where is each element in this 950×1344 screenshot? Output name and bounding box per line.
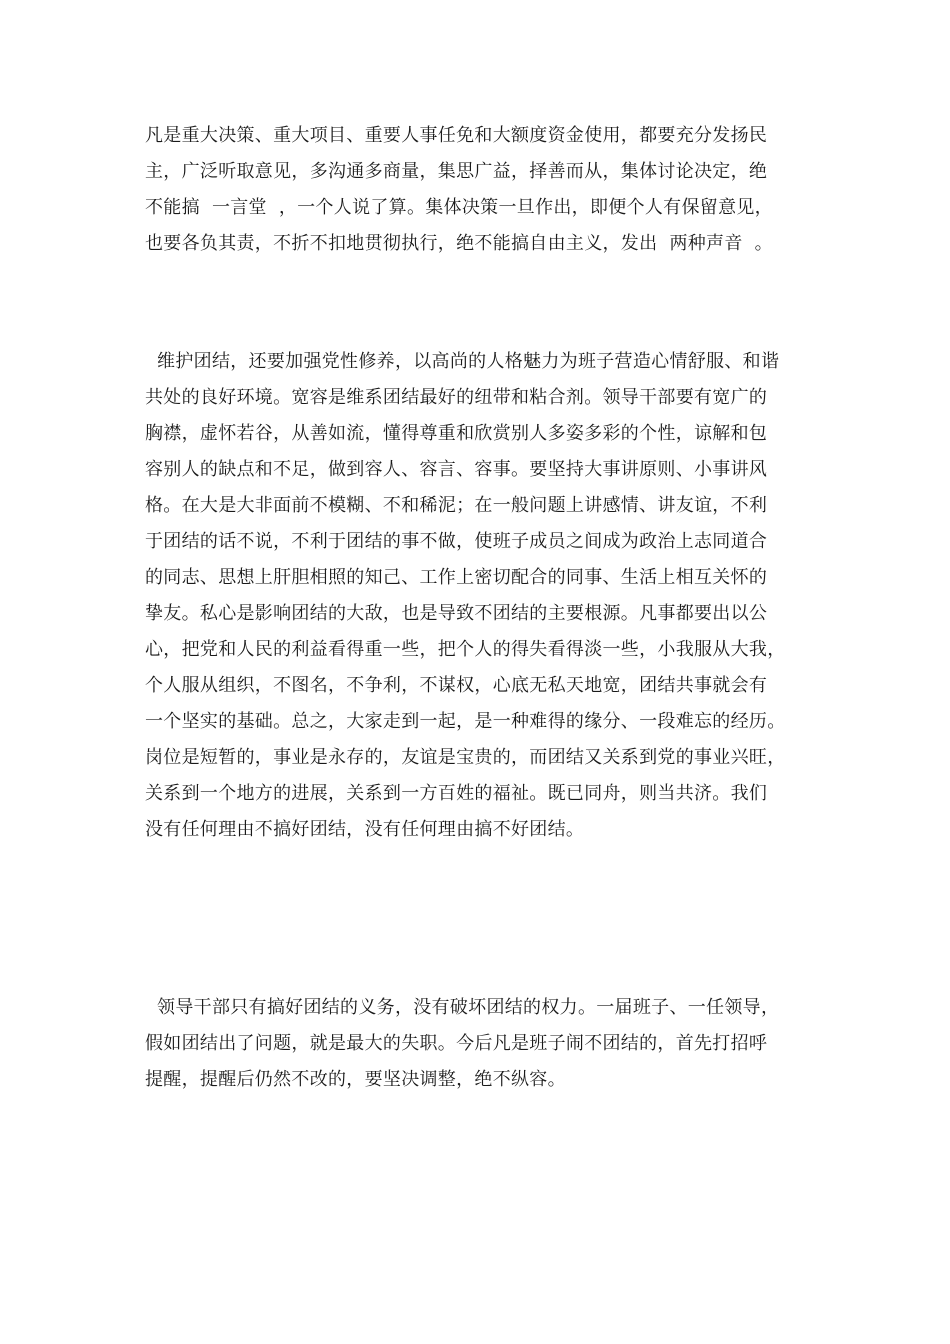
text-line: 个人服从组织，不图名，不争利，不谋权，心底无私天地宽，团结共事就会有 [145, 675, 768, 696]
text-line: 岗位是短暂的，事业是永存的，友谊是宝贵的，而团结又关系到党的事业兴旺， [145, 747, 786, 768]
paragraph-collective-decision [145, 118, 845, 262]
text-line: 维护团结，还要加强党性修养，以高尚的人格魅力为班子营造心情舒服、和谐 [145, 351, 780, 372]
text-line: 的同志、思想上肝胆相照的知己、工作上密切配合的同事、生活上相互关怀的 [145, 567, 768, 588]
paragraph-maintain-unity [145, 344, 845, 848]
text-line: 没有任何理由不搞好团结，没有任何理由搞不好团结。 [145, 819, 585, 840]
text-line: 也要各负其责，不折不扣地贯彻执行，绝不能搞自由主义，发出 两种声音 。 [145, 233, 773, 254]
text-line: 挚友。私心是影响团结的大敌，也是导致不团结的主要根源。凡事都要出以公 [145, 603, 768, 624]
text-line: 共处的良好环境。宽容是维系团结最好的纽带和粘合剂。领导干部要有宽广的 [145, 387, 768, 408]
paragraph-leader-duty [145, 990, 845, 1098]
text-line: 容别人的缺点和不足，做到容人、容言、容事。要坚持大事讲原则、小事讲风 [145, 459, 768, 480]
text-line: 关系到一个地方的进展，关系到一方百姓的福祉。既已同舟，则当共济。我们 [145, 783, 768, 804]
text-line: 主，广泛听取意见，多沟通多商量，集思广益，择善而从，集体讨论决定，绝 [145, 161, 768, 182]
text-line: 领导干部只有搞好团结的义务，没有破坏团结的权力。一届班子、一任领导， [145, 997, 780, 1018]
text-line: 不能搞 一言堂 ，一个人说了算。集体决策一旦作出，即便个人有保留意见， [145, 197, 773, 218]
text-line: 提醒，提醒后仍然不改的，要坚决调整，绝不纵容。 [145, 1069, 566, 1090]
text-line: 于团结的话不说，不利于团结的事不做，使班子成员之间成为政治上志同道合 [145, 531, 768, 552]
text-line: 格。在大是大非面前不模糊、不和稀泥；在一般问题上讲感情、讲友谊，不利 [145, 495, 768, 516]
text-line: 一个坚实的基础。总之，大家走到一起，是一种难得的缘分、一段难忘的经历。 [145, 711, 786, 732]
text-line: 凡是重大决策、重大项目、重要人事任免和大额度资金使用，都要充分发扬民 [145, 125, 768, 146]
text-line: 心，把党和人民的利益看得重一些，把个人的得失看得淡一些，小我服从大我， [145, 639, 786, 660]
text-line: 胸襟，虚怀若谷，从善如流，懂得尊重和欣赏别人多姿多彩的个性，谅解和包 [145, 423, 768, 444]
text-line: 假如团结出了问题，就是最大的失职。今后凡是班子闹不团结的，首先打招呼 [145, 1033, 768, 1054]
